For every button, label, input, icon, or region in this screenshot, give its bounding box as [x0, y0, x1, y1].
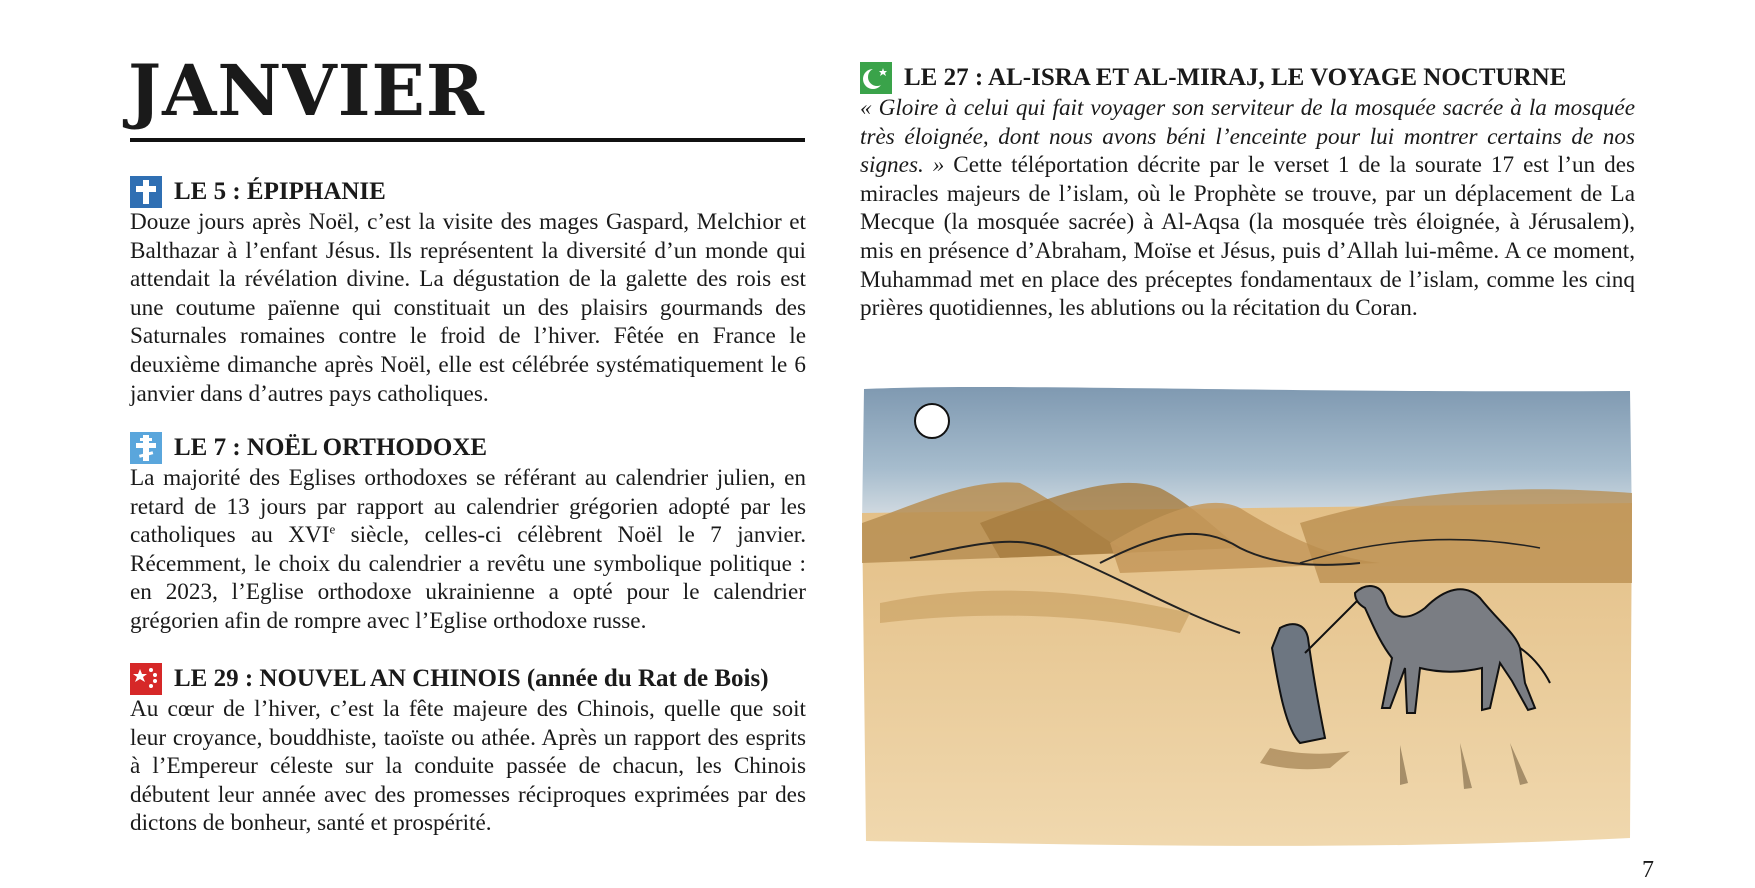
entry-body: Douze jours après Noël, c’est la visite des mages Gaspard, Melchior et Balthazar à l’enfant Jésus. Ils représentent la diversité d’un monde qui attendait la révélation divine. La dégustation de la galette des rois est une coutume païenne qui constituait un des plaisirs gourmands des Saturnales romaines contre le froid de l’hiver. Fêtée en France le deuxième dimanche après Noël, elle est célébrée systématiquement le 6 janvier dans d’autres pays catholiques.: [130, 209, 806, 407]
superscript: e: [329, 521, 336, 537]
entry-heading-text: LE 7 : NOËL ORTHODOXE: [174, 433, 488, 461]
entry-heading-text: LE 5 : ÉPIPHANIE: [174, 177, 386, 205]
christian-cross-icon: [130, 176, 162, 208]
moon: [915, 404, 949, 438]
entry-nouvel-an-chinois: [130, 663, 806, 838]
entry-body-part: La majorité des Eglises orthodoxes se référant au calendrier julien, en retard de 13 jours par rapport au calendrier grégorien adopté par les catholiques au XVI: [130, 465, 806, 549]
entry-heading: [130, 663, 806, 695]
entry-body: Au cœur de l’hiver, c’est la fête majeure des Chinois, quelle que soit leur croyance, bouddhiste, taoïste ou athée. Après un rapport des esprits à l’Empereur céleste sur la conduite passée de chacun, les Chinois débutent leur année avec des promesses réciproques exprimées par des dictons de bonheur, santé et prospérité.: [130, 696, 806, 837]
entry-heading-text: LE 29 : NOUVEL AN CHINOIS (année du Rat de Bois): [174, 664, 769, 692]
entry-noel-orthodoxe: [130, 432, 806, 636]
entry-heading-text: LE 27 : AL-ISRA ET AL-MIRAJ, LE VOYAGE NOCTURNE: [904, 63, 1567, 91]
entry-heading: [130, 432, 806, 464]
page-title: JANVIER: [128, 49, 485, 132]
title-underline: [130, 138, 805, 142]
entry-body-part: Cette téléportation décrite par le verset 1 de la sourate 17 est l’un des miracles majeurs de l’islam, où le Prophète se trouve, par un déplacement de La Mecque (la mosquée sacrée) à Al-Aqsa (la mosquée très éloignée, à Jérusalem), mis en présence d’Abraham, Moïse et Jésus, puis d’Allah lui-même. A ce moment, Muhammad met en place des préceptes fondamentaux de l’islam, comme les cinq prières quotidiennes, les ablutions ou la récitation du Coran.: [860, 152, 1636, 322]
desert-camel-illustration: [860, 383, 1635, 853]
entry-body: [860, 94, 1635, 323]
entry-heading: [130, 176, 806, 208]
chinese-star-icon: [130, 663, 162, 695]
quran-quote: « Gloire à celui qui fait voyager son serviteur de la mosquée sacrée à la mosquée très éloignée, dont nous avons béni l’enceinte pour lui montrer certains de nos signes. »: [860, 95, 1635, 179]
entry-body-part: siècle, celles-ci célèbrent Noël le 7 janvier. Récemment, le choix du calendrier a revêtu une symbolique politique : en 2023, l’Eglise orthodoxe ukrainienne a opté pour le calendrier grégorien afin de rompre avec l’Eglise orthodoxe russe.: [130, 522, 806, 634]
entry-heading: [860, 62, 1635, 94]
entry-epiphanie: [130, 176, 806, 408]
entry-body: [130, 464, 806, 636]
crescent-star-icon: [860, 62, 892, 94]
entry-isra-miraj: [860, 62, 1635, 323]
orthodox-cross-icon: [130, 432, 162, 464]
page-number: 7: [1642, 857, 1654, 883]
